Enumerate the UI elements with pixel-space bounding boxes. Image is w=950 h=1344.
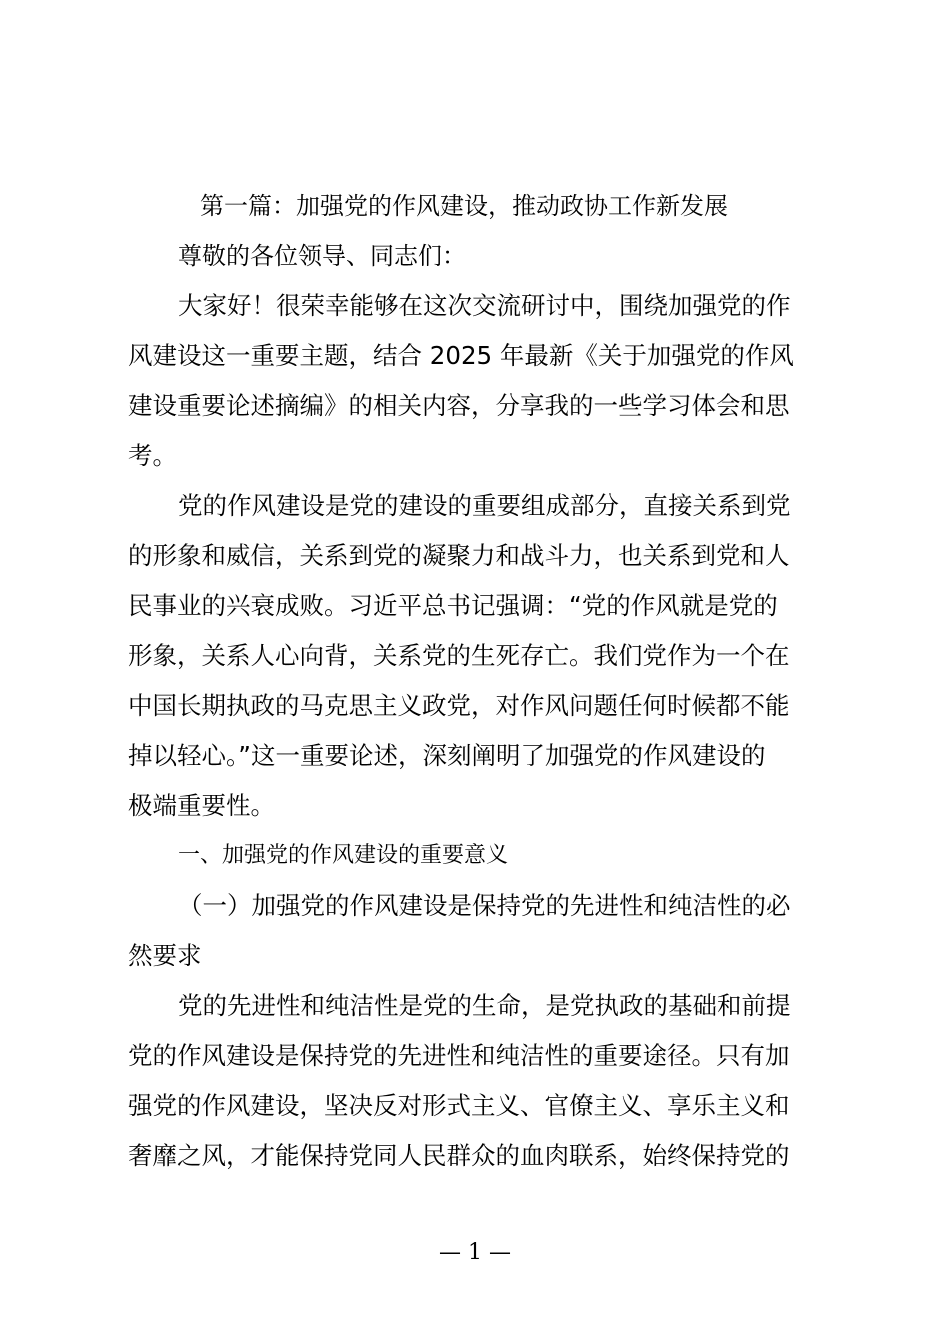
paragraph-line: 大家好！很荣幸能够在这次交流研讨中，围绕加强党的作 [178, 291, 791, 320]
paragraph-line: 党的先进性和纯洁性是党的生命，是党执政的基础和前提 [178, 991, 791, 1020]
subsection-heading-line: （一）加强党的作风建设是保持党的先进性和纯洁性的必 [178, 891, 791, 920]
paragraph-line: 的形象和威信，关系到党的凝聚力和战斗力，也关系到党和人 [128, 541, 790, 570]
paragraph-line: 奢靡之风，才能保持党同人民群众的血肉联系，始终保持党的 [128, 1141, 790, 1170]
paragraph-line: 强党的作风建设，坚决反对形式主义、官僚主义、享乐主义和 [128, 1091, 790, 1120]
paragraph-line: 中国长期执政的马克思主义政党，对作风问题任何时候都不能 [128, 691, 790, 720]
paragraph-line: 党的作风建设是党的建设的重要组成部分，直接关系到党 [178, 491, 791, 520]
salutation: 尊敬的各位领导、同志们： [178, 242, 466, 270]
paragraph-line: 党的作风建设是保持党的先进性和纯洁性的重要途径。只有加 [128, 1041, 790, 1070]
paragraph-line: 极端重要性。 [128, 791, 275, 820]
paragraph-line: 掉以轻心。”这一重要论述，深刻阐明了加强党的作风建设的 [128, 741, 766, 770]
paragraph-line: 建设重要论述摘编》的相关内容，分享我的一些学习体会和思 [128, 391, 790, 420]
paragraph-line: 形象，关系人心向背，关系党的生死存亡。我们党作为一个在 [128, 641, 790, 670]
page-number: — 1 — [439, 1240, 511, 1265]
section-heading: 一、加强党的作风建设的重要意义 [178, 843, 509, 868]
document-title: 第一篇：加强党的作风建设，推动政协工作新发展 [200, 192, 728, 220]
subsection-heading-line: 然要求 [128, 941, 202, 970]
paragraph-line: 民事业的兴衰成败。习近平总书记强调：“党的作风就是党的 [128, 591, 778, 620]
paragraph-line: 风建设这一重要主题，结合 2025 年最新《关于加强党的作风 [128, 341, 794, 370]
paragraph-line: 考。 [128, 441, 177, 470]
